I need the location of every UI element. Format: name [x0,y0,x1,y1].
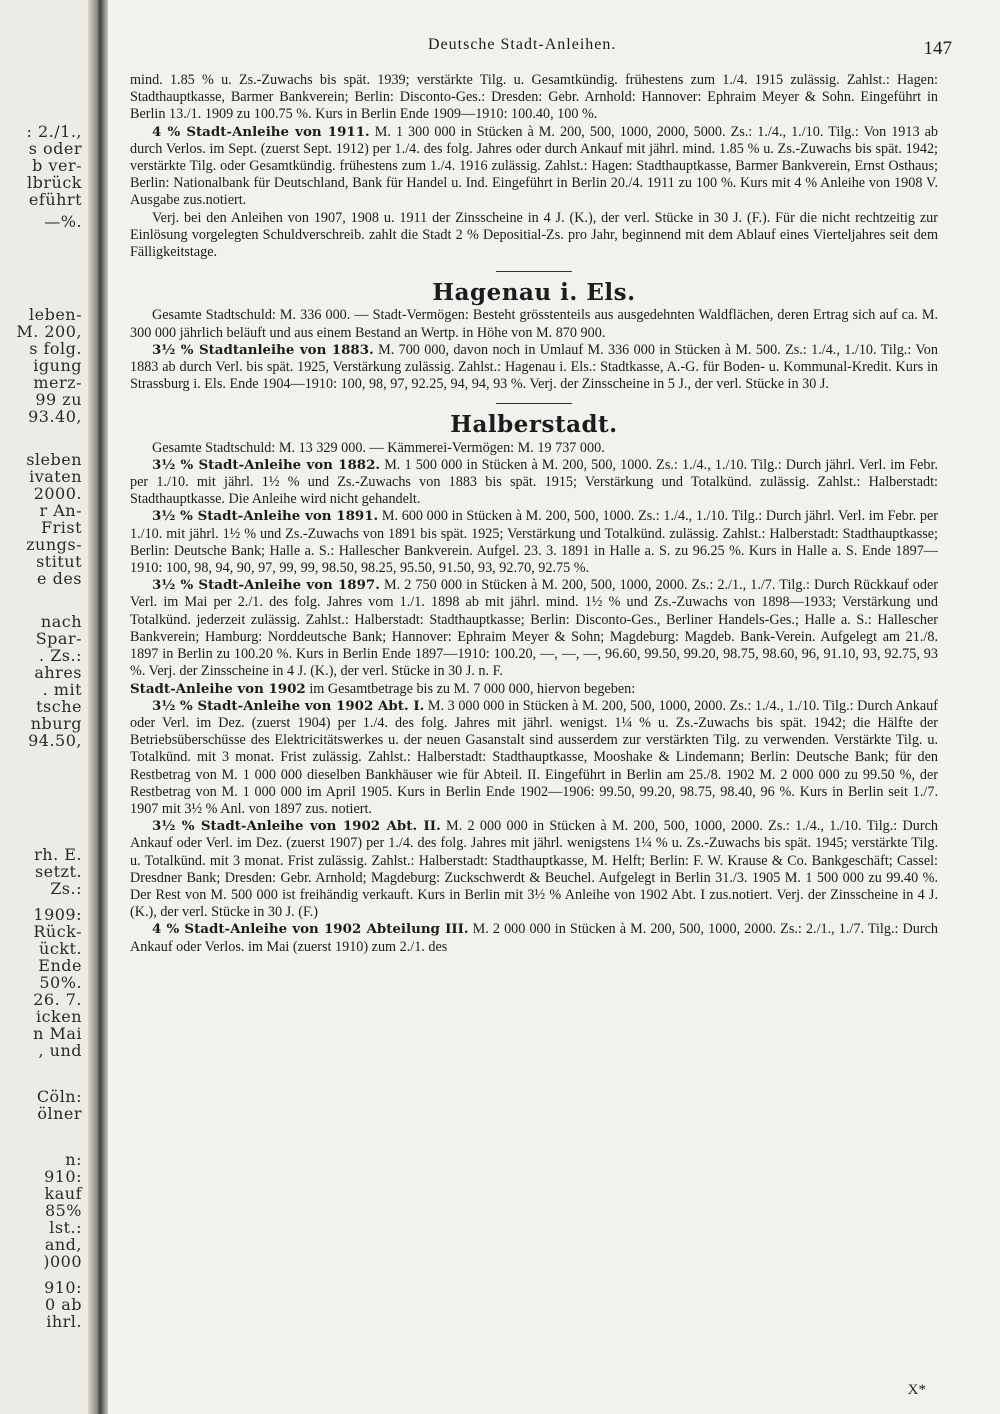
paragraph: Gesamte Stadtschuld: M. 13 329 000. — Kämmerei-Vermögen: M. 19 737 000. [152,439,605,456]
margin-fragment: Frist [40,518,82,537]
margin-fragment: igung [33,356,82,375]
loan-text: M. 700 000, davon noch in Umlauf M. 336 000 in Stücken à M. 500. Zs.: 1./4., 1./10. Tilg.: Von 1883 ab durch Verl. bis spät. 1925, Verstärkung zulässig. Zahlst.: Hagenau i. Els.: Stadtkasse, A.-G. für Boden- u. Kommunal-Kredit. Kurs in Strassburg i. Els. Ende 1904—1910: 100, 98, 97, 92.25, 94, 94, 93 %. Verj. der Zinsscheine in 5 J., der verl. Stücke in 30 J. [130,341,938,393]
margin-fragment: 99 zu [35,390,82,409]
loan-heading: 3½ % Stadt-Anleihe von 1902 Abt. I. [152,697,425,714]
paragraph: Gesamte Stadtschuld: M. 336 000. — Stadt-Vermögen: Besteht grösstenteils aus ausgedehnten Waldflächen, deren Ertrag sich auf ca. M. 300 000 jährlich beläuft und aus einem Bestand an Wertp. in Höhe von M. 870 900. [130,307,938,341]
loan-heading: Stadt-Anleihe von 1902 [130,680,306,697]
book-page [118,0,952,1414]
loan-heading: 3½ % Stadt-Anleihe von 1891. [152,508,379,525]
margin-fragment: Ende [38,956,82,975]
margin-fragment: ölner [37,1104,82,1123]
margin-fragment: zungs- [26,535,82,554]
loan-text: M. 2 000 000 in Stücken à M. 200, 500, 1000, 2000. Zs.: 2./1., 1./7. Tilg.: Durch Ankauf oder Verlos. im Mai (zuerst 1910) zum 2./1. des [130,921,938,955]
loan-text: M. 3 000 000 in Stücken à M. 200, 500, 1000, 2000. Zs.: 1./4., 1./10. Tilg.: Durch Ankauf oder Verl. im Dez. (zuerst 1904) per 1./4. des folg. Jahres mit jährl. wenigst. 1¼ % u. Zs.-Zuwachs bis spät. 1942; die Hälfte der Betriebsüberschüsse des Elektricitätswerkes u. der neuen Gasanstalt sind ausserdem zur verstärkten Tilg. zu verwenden. Verstärkte Tilg. u. Totalkünd. mit 3 monat. Frist zulässig. Zahlst.: Halberstadt: Stadthauptkasse, Mooshake & Lindemann; Berlin: Deutsche Bank; für den Restbetrag von M. 1 000 000 dieselben Bankhäuser wie für Abteil. II. Eingeführt in Berlin am 25./8. 1902 M. 2 000 000 zu 99.50 %, der Restbetrag von M. 1 000 000 im April 1905. Kurs in Berlin Ende 1902—1906: 99.50, 99.20, 98.75, 98.40, 96 %. Kurs in Berlin seit 1./7. 1907 mit 3½ % Anl. von 1897 zus. notiert. [130,697,938,817]
margin-fragment: and, [44,1235,82,1254]
margin-fragment: nach [40,612,82,631]
margin-fragment: stitut [36,552,82,571]
running-head: Deutsche Stadt-Anleihen. [428,36,617,53]
margin-fragment: 93.40, [28,407,82,426]
margin-fragment: Cöln: [36,1087,82,1106]
margin-fragment: 50%. [39,973,82,992]
section-title-hagenau: Hagenau i. Els. [432,279,636,307]
margin-fragment: Rück- [33,922,82,941]
margin-fragment: rh. E. [34,845,82,864]
margin-fragment: ückt. [39,939,82,958]
margin-fragment: b ver- [32,156,82,175]
paragraph [130,508,938,577]
margin-fragment: Zs.: [50,879,82,898]
loan-heading: 3½ % Stadt-Anleihe von 1882. [152,456,381,473]
margin-fragment: 85% [44,1201,82,1220]
margin-fragment: n Mai [33,1024,82,1043]
margin-fragment: —%. [44,212,82,231]
section-divider [496,403,572,404]
margin-fragment: , und [38,1041,82,1060]
loan-heading: 3½ % Stadtanleihe von 1883. [152,341,374,358]
margin-fragment: 1909: [33,905,82,924]
loan-text: M. 2 000 000 in Stücken à M. 200, 500, 1000, 2000. Zs.: 1./4., 1./10. Tilg.: Durch Ankauf oder Verl. im Dez. (zuerst 1907) per 1./4. des folg. Jahres mit jährl. wenigstens 1¼ % u. Zs.-Zuwachs bis spät. 1945; verstärkte Tilg. u. Totalkünd. mit 3 monat. Frist zulässig. Zahlst.: Halberstadt: Stadthauptkasse, M. Helft; Berlin: F. W. Krause & Co. Bankgeschäft; Cassel: Dresdner Bank; Dresden: Gebr. Arnhold; Magdeburg: Zuckschwerdt & Beuchel. Aufgelegt in Berlin 31./3. 1905 M. 1 500 000 zu 99.40 %. Der Rest von M. 500 000 ist freihändig verkauft. Kurs in Berlin mit 3½ % Anleihe von 1902 Abt. I zus.notiert. Verj. der Zinsscheine in 4 J. (K.), der verl. Stücke in 30 J. (F.) [130,818,938,921]
paragraph [130,818,938,921]
margin-fragment: ivaten [29,467,82,486]
section-title-halberstadt: Halberstadt. [450,411,618,439]
paragraph [130,577,938,680]
book-gutter [88,0,108,1414]
loan-text: M. 1 300 000 in Stücken à M. 200, 500, 1000, 2000, 5000. Zs.: 1./4., 1./10. Tilg.: Von 1913 ab durch Verlos. im Sept. (zuerst Sept. 1912) per 1./4. des folg. Jahres oder durch Ankauf mit jährl. mind. 1.85 % u. Zs.-Zuwachs bis spät. 1942; verstärkte Tilg. oder Gesamtkündig. frühestens zum 1./4. 1916 zulässig. Zahlst.: Hagen: Stadthauptkasse, Barmer Bankverein, Ernst Osthaus; Berlin: Nationalbank für Deutschland, Bank für Handel u. Ind. Eingeführt in Berlin 20./4. 1911 zu 100 %. Kurs mit 4 % Anleihe von 1908 V. Ausgabe zus.notiert. [130,123,938,209]
loan-text: M. 2 750 000 in Stücken à M. 200, 500, 1000, 2000. Zs.: 2./1., 1./7. Tilg.: Durch Rückkauf oder Verl. im Mai per 2./1. des folg. Jahres vom 1./1. 1898 ab mit jährl. mind. 1½ % und Zs.-Zuwachs von 1898—1933; Verstärkung und Totalkünd. jederzeit zulässig. Zahlst.: Halberstadt: Stadthauptkasse; Berlin: Disconto-Ges., Berliner Handels-Ges.; Halle a. S.: Hallescher Bankverein; Hamburg: Norddeutsche Bank; Hannover: Ephraim Meyer & Sohn; Magdeburg: Magdeb. Bank-Verein. Aufgelegt am 21./8. 1897 in Berlin zu 100.20 %. Kurs in Berlin Ende 1897—1910: 100.20, —, —, —, 96.60, 99.50, 99.20, 98.75, 98.60, 96, 91.10, 93, 92.75, 93 %. Verj. der Zinsscheine in 4 J. (K.), der verl. Stücke in 30 J. n. F. [130,577,938,680]
margin-fragment: n: [65,1150,82,1169]
paragraph: mind. 1.85 % u. Zs.-Zuwachs bis spät. 1939; verstärkte Tilg. u. Gesamtkündig. frühestens zum 1./4. 1915 zulässig. Zahlst.: Hagen: Stadthauptkasse, Barmer Bankverein; Berlin: Disconto-Ges.: Dresden: Gebr. Arnhold: Hannover: Ephraim Meyer & Sohn. Eingeführt in Berlin 13./1. 1909 zu 100.75 %. Kurs in Berlin Ende 1909—1910: 100.40, 100 %. [130,72,938,123]
margin-fragment: e des [37,569,82,588]
margin-fragment: M. 200, [16,322,82,341]
margin-fragment: . Zs.: [39,646,82,665]
loan-heading: 3½ % Stadt-Anleihe von 1897. [152,577,380,594]
margin-fragment: merz- [33,373,82,392]
loan-text: M. 1 500 000 in Stücken à M. 200, 500, 1000. Zs.: 1./4., 1./10. Tilg.: Durch jährl. Verl. im Febr. per 1./10. mit jährl. 1½ % und Zs.-Zuwachs von 1883 bis spät. 1915; Verstärkung und Totalkünd. zulässig. Zahlst.: Halberstadt: Stadthauptkasse. Die Anleihe wird nicht gehandelt. [130,456,938,508]
margin-fragment: Spar- [35,629,82,648]
margin-fragment: : 2./1., [26,122,82,141]
paragraph [130,457,938,509]
margin-fragment: setzt. [34,862,82,881]
margin-fragment: tsche [36,697,82,716]
section-divider [496,271,572,272]
paragraph [130,124,938,210]
page-text [130,72,938,956]
margin-fragment: 910: [44,1278,82,1297]
margin-fragment: leben- [28,305,82,324]
paragraph [130,342,938,394]
page-number: 147 [923,38,952,59]
margin-fragment: 910: [44,1167,82,1186]
margin-fragment: 94.50, [28,731,82,750]
margin-fragment: eführt [28,190,82,209]
margin-fragment: ahres [34,663,82,682]
paragraph [130,681,938,698]
margin-fragment: nburg [30,714,82,733]
margin-fragment: 0 ab [44,1295,82,1314]
margin-fragment: 2000. [33,484,82,503]
adjacent-page-margin [0,0,88,1414]
margin-fragment: icken [35,1007,82,1026]
margin-fragment: sleben [26,450,82,469]
margin-fragment: kauf [44,1184,82,1203]
margin-fragment: s oder [28,139,82,158]
margin-fragment: r An- [39,501,82,520]
loan-heading: 4 % Stadt-Anleihe von 1911. [152,123,370,140]
margin-fragment: 26. 7. [33,990,82,1009]
margin-fragment: )000 [43,1252,82,1271]
margin-fragment: lst.: [49,1218,82,1237]
paragraph [130,698,938,818]
loan-heading: 4 % Stadt-Anleihe von 1902 Abteilung III. [152,921,469,938]
signature-mark: X* [907,1382,926,1398]
paragraph: Verj. bei den Anleihen von 1907, 1908 u. 1911 der Zinsscheine in 4 J. (K.), der verl. Stücke in 30 J. (F.). Für die nicht rechtzeitig zur Einlösung vorgelegten Schuldverschreib. zahlt die Stadt 2 % Depositial-Zs. pro Jahr, beginnend mit dem Ablauf eines Vierteljahres seit dem Fälligkeitstage. [130,209,938,261]
margin-fragment: lbrück [27,173,82,192]
loan-text: im Gesamtbetrage bis zu M. 7 000 000, hiervon begeben: [305,680,636,697]
margin-fragment: . mit [42,680,82,699]
paragraph [130,921,938,955]
margin-fragment: s folg. [29,339,82,358]
loan-heading: 3½ % Stadt-Anleihe von 1902 Abt. II. [152,818,441,835]
loan-text: M. 600 000 in Stücken à M. 200, 500, 1000. Zs.: 1./4., 1./10. Tilg.: Durch jährl. Verl. im Febr. per 1./10. mit jährl. 1½ % und Zs.-Zuwachs von 1891 bis spät. 1925; Verstärkung und Totalkünd. zulässig. Zahlst.: Halberstadt: Stadthauptkasse; Berlin: Deutsche Bank; Halle a. S.: Hallescher Bankverein. Aufgel. 23. 3. 1891 in Halle a. S. zu 96.25 %. Kurs in Halle a. S. Ende 1897—1910: 100, 98, 94, 90, 97, 99, 99, 98.50, 98.25, 95.50, 91.50, 93, 92.70, 92.75 %. [130,508,938,577]
margin-fragment: ihrl. [46,1312,82,1331]
